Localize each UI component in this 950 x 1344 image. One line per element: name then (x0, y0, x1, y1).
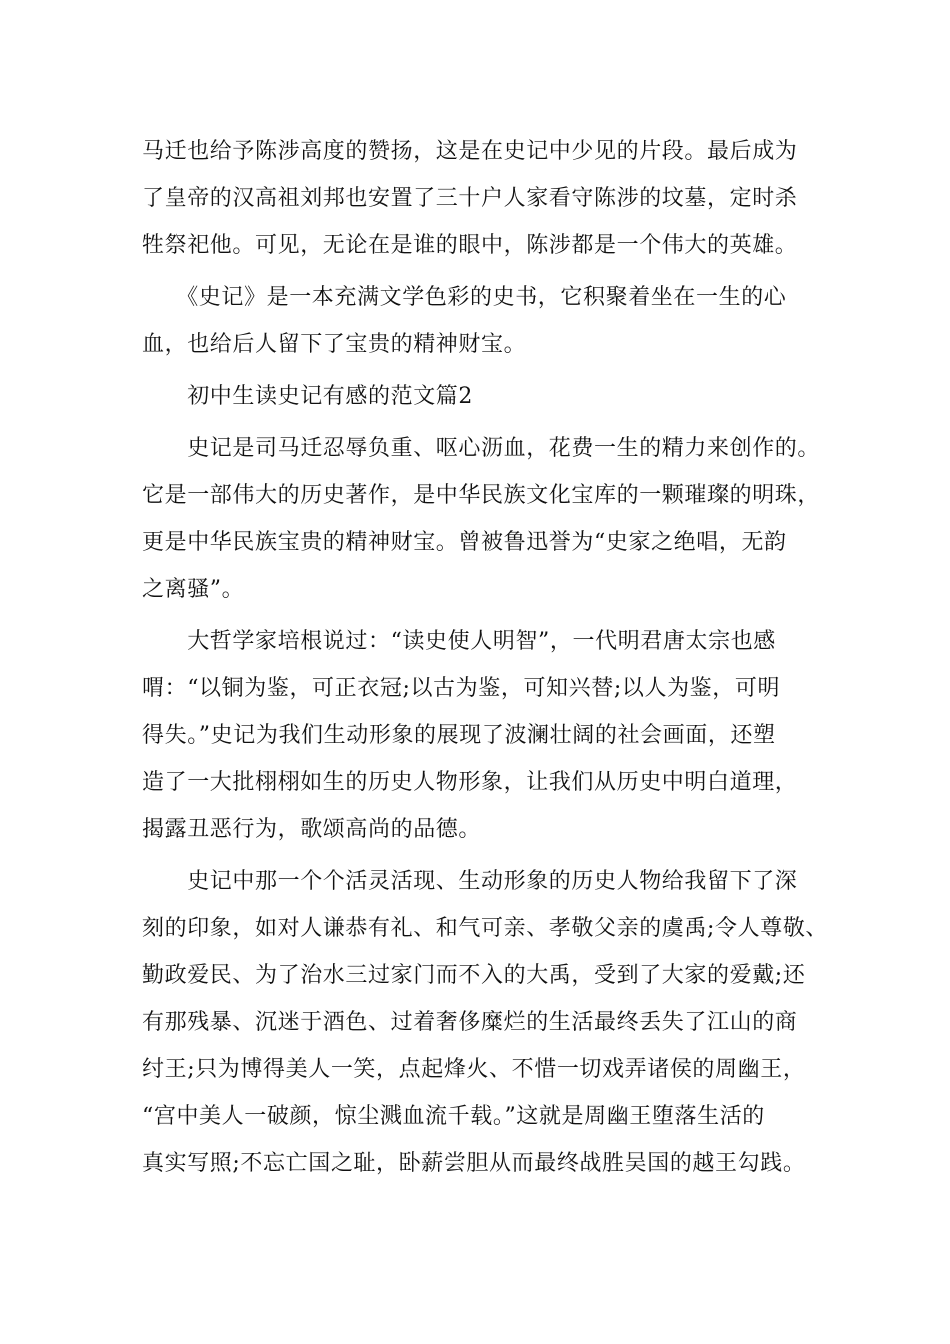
paragraph (142, 618, 822, 853)
text-line: 造了一大批栩栩如生的历史人物形象，让我们从历史中明白道理， (142, 770, 798, 795)
text-line: 《史记》是一本充满文学色彩的史书，它积聚着坐在一生的心 (142, 285, 787, 310)
paragraph (142, 128, 822, 269)
text-line: 有那残暴、沉迷于酒色、过着奢侈糜烂的生活最终丢失了江山的商 (142, 1010, 798, 1035)
text-line: 牲祭祀他。可见，无论在是谁的眼中，陈涉都是一个伟大的英雄。 (142, 233, 798, 258)
text-line: 真实写照;不忘亡国之耻，卧薪尝胆从而最终战胜吴国的越王勾践。 (142, 1151, 806, 1176)
text-line: 马迁也给予陈涉高度的赞扬，这是在史记中少见的片段。最后成为 (142, 139, 798, 164)
text-line: 更是中华民族宝贵的精神财宝。曾被鲁迅誉为“史家之绝唱，无韵 (142, 530, 787, 555)
text-line: 纣王;只为博得美人一笑，点起烽火、不惜一切戏弄诸侯的周幽王， (142, 1057, 806, 1082)
text-line: 了皇帝的汉高祖刘邦也安置了三十户人家看守陈涉的坟墓，定时杀 (142, 186, 798, 211)
text-line: 大哲学家培根说过：“读史使人明智”，一代明君唐太宗也感 (142, 629, 776, 654)
heading-line: 初中生读史记有感的范文篇2 (142, 384, 473, 409)
text-line: 史记是司马迁忍辱负重、呕心沥血，花费一生的精力来创作的。 (142, 436, 821, 461)
text-line: 史记中那一个个活灵活现、生动形象的历史人物给我留下了深 (142, 869, 798, 894)
section-heading (142, 373, 822, 420)
text-line: 它是一部伟大的历史著作，是中华民族文化宝库的一颗璀璨的明珠， (142, 483, 821, 508)
text-line: “宫中美人一破颜，惊尘溅血流千载。”这就是周幽王堕落生活的 (142, 1104, 765, 1129)
paragraph (142, 425, 822, 613)
text-line: 勤政爱民、为了治水三过家门而不入的大禹，受到了大家的爱戴;还 (142, 963, 806, 988)
paragraph (142, 274, 822, 368)
text-line: 揭露丑恶行为，歌颂高尚的品德。 (142, 817, 482, 842)
paragraph (142, 858, 829, 1187)
document-body (142, 128, 829, 1187)
text-line: 得失。”史记为我们生动形象的展现了波澜壮阔的社会画面，还塑 (142, 723, 776, 748)
text-line: 之离骚”。 (142, 577, 245, 602)
text-line: 喟：“以铜为鉴，可正衣冠;以古为鉴，可知兴替;以人为鉴，可明 (142, 676, 781, 701)
text-line: 刻的印象，如对人谦恭有礼、和气可亲、孝敬父亲的虞禹;令人尊敬、 (142, 916, 829, 941)
text-line: 血，也给后人留下了宝贵的精神财宝。 (142, 332, 527, 357)
